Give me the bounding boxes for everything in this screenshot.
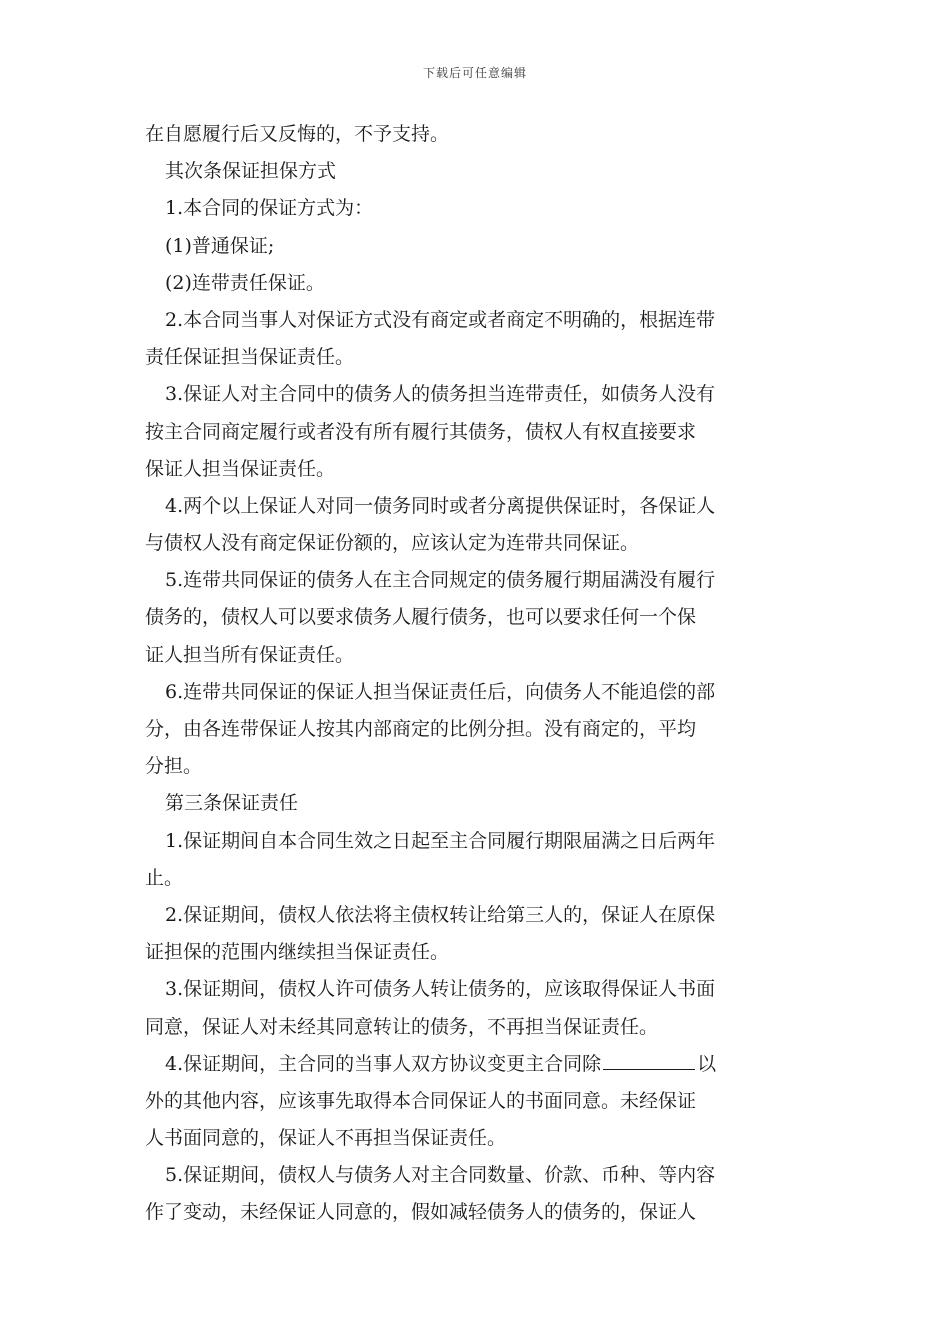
text-line: 人书面同意的，保证人不再担当保证责任。 (145, 1127, 507, 1150)
text-line: (2)连带责任保证。 (165, 271, 325, 294)
text-line: 债务的，债权人可以要求债务人履行债务，也可以要求任何一个保 (145, 606, 697, 629)
text-line: 证人担当所有保证责任。 (145, 643, 355, 666)
text-line: 5.连带共同保证的债务人在主合同规定的债务履行期届满没有履行 (165, 569, 716, 592)
section-heading: 第三条保证责任 (165, 792, 299, 815)
text-line: 3.保证期间，债权人许可债务人转让债务的，应该取得保证人书面 (165, 978, 716, 1001)
text-line: 与债权人没有商定保证份额的，应该认定为连带共同保证。 (145, 532, 640, 555)
document-body (145, 116, 810, 1232)
text-line: 3.保证人对主合同中的债务人的债务担当连带责任，如债务人没有 (165, 383, 716, 406)
text-line: 止。 (145, 866, 184, 889)
text-line: 1.本合同的保证方式为： (165, 197, 374, 220)
text-segment: 以 (697, 1052, 717, 1075)
text-line: 2.保证期间，债权人依法将主债权转让给第三人的，保证人在原保 (165, 903, 716, 926)
text-line: 分担。 (145, 755, 203, 778)
text-line: 同意，保证人对未经其同意转让的债务，不再担当保证责任。 (145, 1015, 659, 1038)
text-line: (1)普通保证; (165, 234, 275, 257)
text-line: 1.保证期间自本合同生效之日起至主合同履行期限届满之日后两年 (165, 829, 716, 852)
text-line: 4.两个以上保证人对同一债务同时或者分离提供保证时，各保证人 (165, 494, 716, 517)
page-header: 下载后可任意编辑 (422, 66, 527, 80)
text-segment: 4.保证期间，主合同的当事人双方协议变更主合同除 (165, 1052, 602, 1075)
text-line: 责任保证担当保证责任。 (145, 346, 355, 369)
text-line: 外的其他内容，应该事先取得本合同保证人的书面同意。未经保证 (145, 1089, 697, 1112)
text-line: 5.保证期间，债权人与债务人对主合同数量、价款、币种、等内容 (165, 1164, 716, 1187)
text-line: 作了变动，未经保证人同意的，假如减轻债务人的债务的，保证人 (145, 1201, 697, 1224)
text-line: 6.连带共同保证的保证人担当保证责任后，向债务人不能追偿的部 (165, 680, 716, 703)
text-line: 保证人担当保证责任。 (145, 457, 336, 480)
text-line: 在自愿履行后又反悔的，不予支持。 (145, 123, 450, 145)
section-heading: 其次条保证担保方式 (165, 160, 337, 183)
text-line: 证担保的范围内继续担当保证责任。 (145, 941, 450, 964)
fill-in-blank[interactable] (603, 1048, 695, 1070)
text-line: 分，由各连带保证人按其内部商定的比例分担。没有商定的，平均 (145, 718, 697, 740)
text-line: 按主合同商定履行或者没有所有履行其债务，债权人有权直接要求 (145, 420, 697, 443)
text-line-with-blank (145, 1046, 810, 1083)
text-line: 2.本合同当事人对保证方式没有商定或者商定不明确的，根据连带 (165, 308, 716, 331)
